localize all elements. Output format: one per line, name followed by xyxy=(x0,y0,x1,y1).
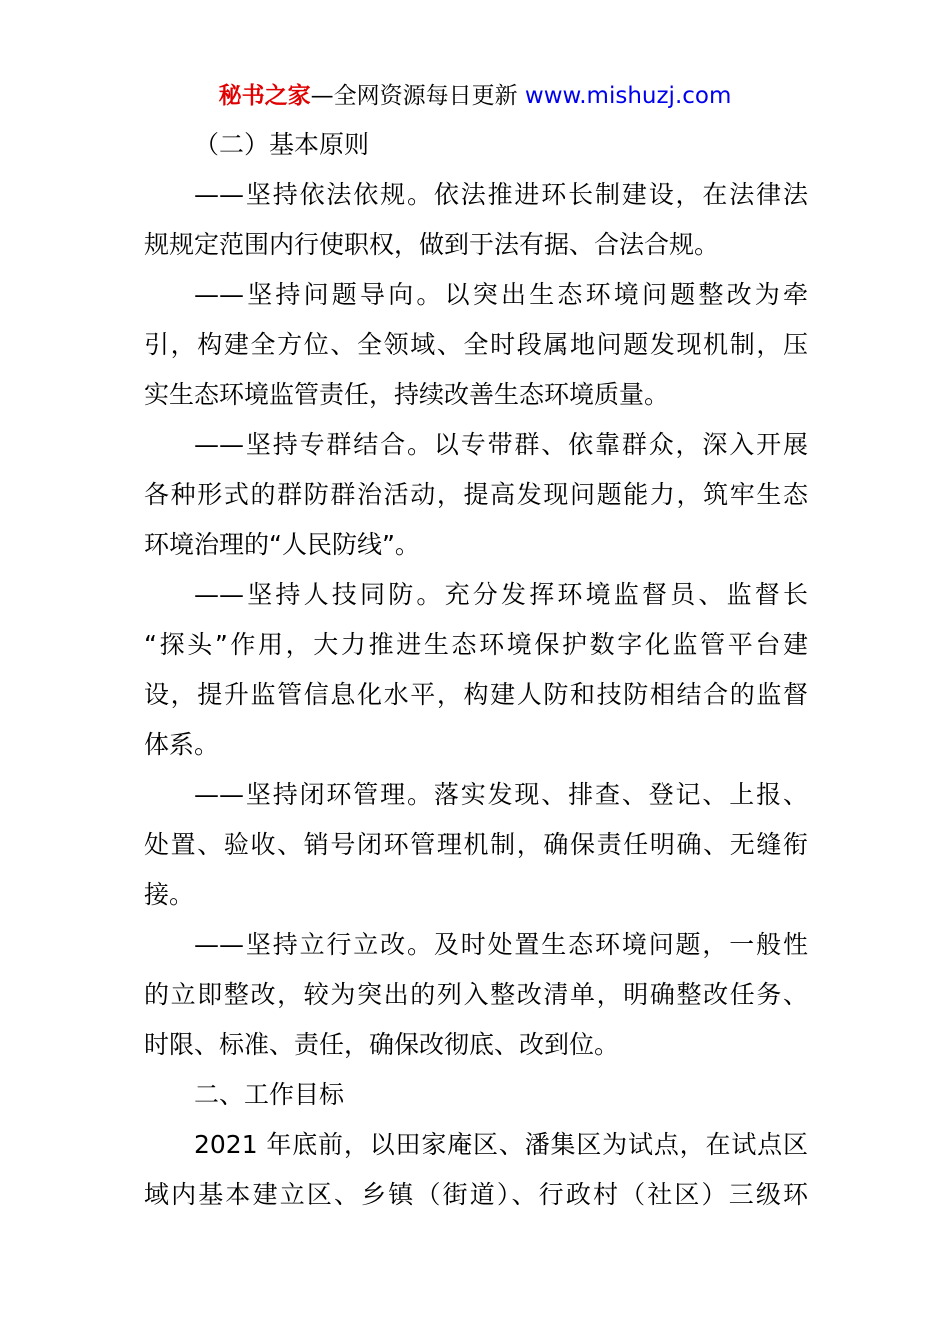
site-url-link[interactable]: www.mishuzj.com xyxy=(524,83,732,109)
paragraph-line: 时限、标准、责任，确保改彻底、改到位。 xyxy=(144,1030,620,1059)
document-body xyxy=(144,120,808,1220)
paragraph-line: “探头”作用，大力推进生态环境保护数字化监管平台建 xyxy=(144,630,808,659)
paragraph-line: 域内基本建立区、乡镇（街道）、行政村（社区）三级环 xyxy=(144,1180,808,1209)
paragraph-line: 规规定范围内行使职权，做到于法有据、合法合规。 xyxy=(144,230,720,259)
paragraph-line: ——坚持人技同防。充分发挥环境监督员、监督长 xyxy=(194,580,808,609)
brand-name: 秘书之家 xyxy=(218,83,311,109)
paragraph-line: ——坚持专群结合。以专带群、依靠群众，深入开展 xyxy=(194,430,808,459)
paragraph-line: ——坚持立行立改。及时处置生态环境问题，一般性 xyxy=(194,930,808,959)
paragraph-line: 的立即整改，较为突出的列入整改清单，明确整改任务、 xyxy=(144,980,808,1009)
header-tagline: —全网资源每日更新 xyxy=(310,83,525,109)
paragraph-line: 实生态环境监管责任，持续改善生态环境质量。 xyxy=(144,380,670,409)
paragraph-line: 接。 xyxy=(144,880,195,909)
paragraph-line: ——坚持问题导向。以突出生态环境问题整改为牵 xyxy=(194,280,808,309)
paragraph-line: 体系。 xyxy=(144,730,220,759)
paragraph-line: 处置、验收、销号闭环管理机制，确保责任明确、无缝衔 xyxy=(144,830,808,859)
paragraph-line: 环境治理的“人民防线”。 xyxy=(144,530,420,559)
paragraph-line: 2021 年底前，以田家庵区、潘集区为试点，在试点区 xyxy=(194,1130,808,1159)
paragraph-line: 引，构建全方位、全领域、全时段属地问题发现机制，压 xyxy=(144,330,808,359)
paragraph-line: ——坚持依法依规。依法推进环长制建设，在法律法 xyxy=(194,180,808,209)
section-heading: 二、工作目标 xyxy=(194,1080,345,1109)
section-heading: （二）基本原则 xyxy=(194,130,370,159)
paragraph-line: ——坚持闭环管理。落实发现、排查、登记、上报、 xyxy=(194,780,808,809)
paragraph-line: 各种形式的群防群治活动，提高发现问题能力，筑牢生态 xyxy=(144,480,808,509)
paragraph-line: 设，提升监管信息化水平，构建人防和技防相结合的监督 xyxy=(144,680,808,709)
site-header xyxy=(0,80,950,112)
